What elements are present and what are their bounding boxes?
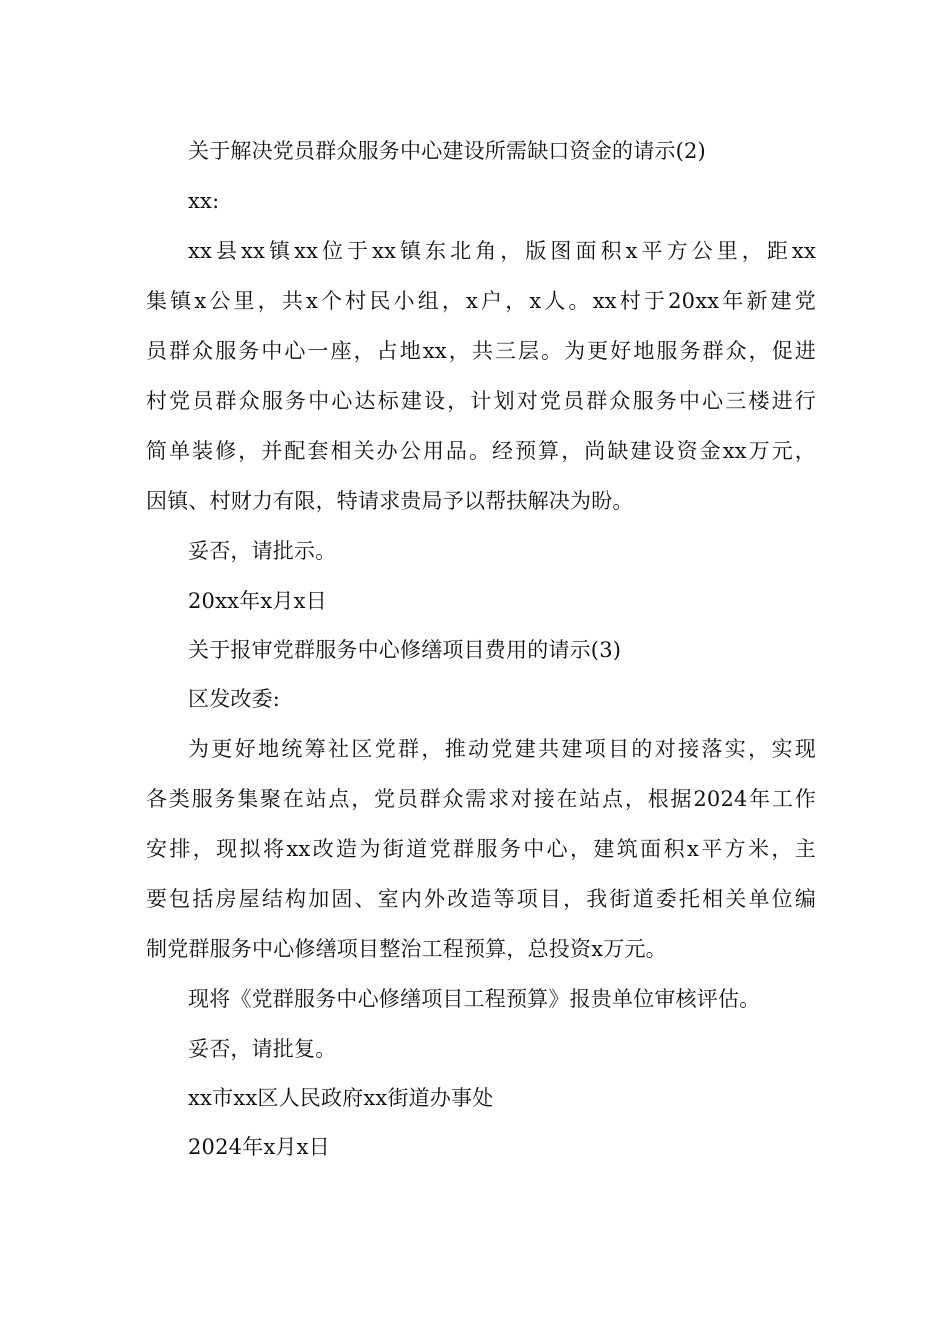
date-2: 2024年x月x日 xyxy=(188,1135,330,1159)
salutation-1: xx: xyxy=(188,189,220,213)
date-1: 20xx年x月x日 xyxy=(188,589,327,613)
paragraph-2-line-2: 各类服务集聚在站点，党员群众需求对接在站点，根据2024年工作 xyxy=(146,787,816,811)
paragraph-1-line-3: 员群众服务中心一座，占地xx，共三层。为更好地服务群众，促进 xyxy=(146,339,816,363)
paragraph-2-line-4: 要包括房屋结构加固、室内外改造等项目，我街道委托相关单位编 xyxy=(146,887,816,911)
closing-1: 妥否，请批示。 xyxy=(188,539,337,563)
paragraph-1-line-4: 村党员群众服务中心达标建设，计划对党员群众服务中心三楼进行 xyxy=(146,389,816,413)
paragraph-1-line-5: 简单装修，并配套相关办公用品。经预算，尚缺建设资金xx万元， xyxy=(146,439,816,463)
request-title-2: 关于报审党群服务中心修缮项目费用的请示(3) xyxy=(188,638,622,662)
closing-2: 妥否，请批复。 xyxy=(188,1037,337,1061)
paragraph-2-line-1: 为更好地统筹社区党群，推动党建共建项目的对接落实，实现 xyxy=(188,737,816,761)
paragraph-2-line-3: 安排，现拟将xx改造为街道党群服务中心，建筑面积x平方米，主 xyxy=(146,837,816,861)
paragraph-1-line-2: 集镇x公里，共x个村民小组，x户，x人。xx村于20xx年新建党 xyxy=(146,289,816,313)
request-title-1: 关于解决党员群众服务中心建设所需缺口资金的请示(2) xyxy=(188,139,706,163)
paragraph-2-line-5: 制党群服务中心修缮项目整治工程预算，总投资x万元。 xyxy=(146,937,667,961)
salutation-2: 区发改委: xyxy=(188,687,281,711)
paragraph-1-line-1: xx县xx镇xx位于xx镇东北角，版图面积x平方公里，距xx xyxy=(188,239,816,263)
paragraph-3: 现将《党群服务中心修缮项目工程预算》报贵单位审核评估。 xyxy=(188,987,761,1011)
sender: xx市xx区人民政府xx街道办事处 xyxy=(188,1086,494,1110)
paragraph-1-line-6: 因镇、村财力有限，特请求贵局予以帮扶解决为盼。 xyxy=(146,489,634,513)
